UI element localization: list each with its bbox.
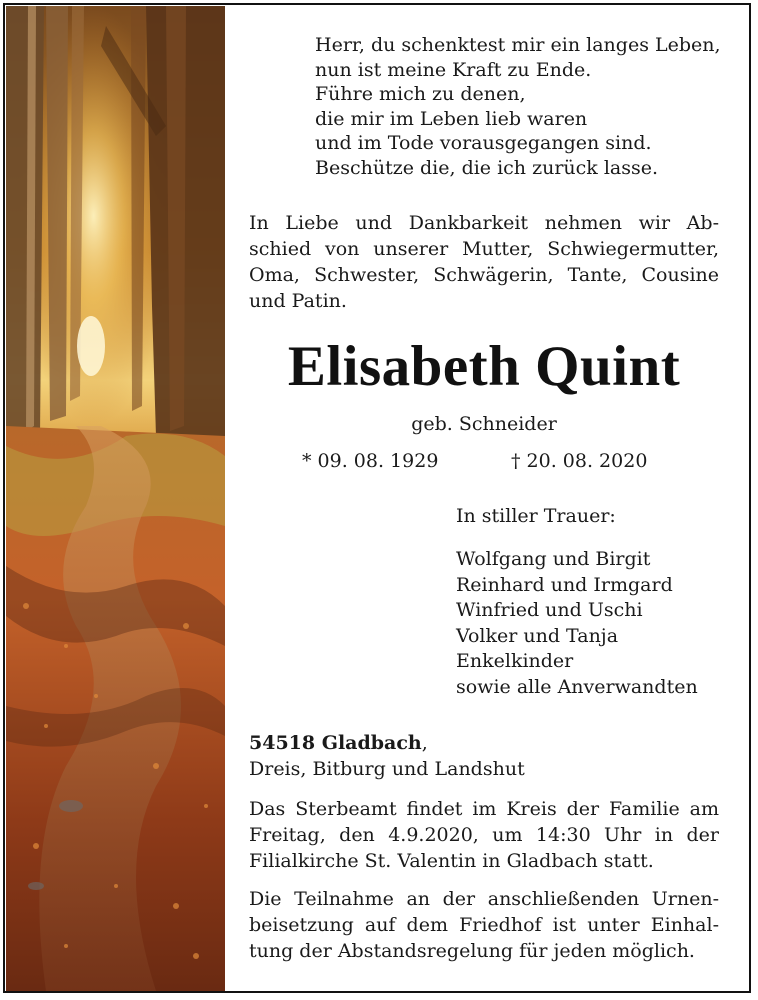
funeral-line: Filialkirche St. Valentin in Gladbach statt. bbox=[249, 850, 654, 872]
burial-line: Die Teilnahme an der anschließenden Urnen- bbox=[249, 888, 719, 910]
birth-date: * 09. 08. 1929 bbox=[302, 450, 439, 472]
poem-line: Beschütze die, die ich zurück lasse. bbox=[315, 156, 659, 179]
place-block bbox=[249, 730, 525, 782]
burial-paragraph bbox=[249, 886, 719, 964]
burial-line: tung der Abstandsregelung für jeden möglich. bbox=[249, 940, 695, 962]
family-member: Reinhard und Irmgard bbox=[456, 573, 673, 596]
poem-line: Führe mich zu denen, bbox=[315, 83, 526, 106]
intro-line: In Liebe und Dankbarkeit nehmen wir Ab- bbox=[249, 212, 719, 234]
poem-line: nun ist meine Kraft zu Ende. bbox=[315, 58, 592, 81]
family-member: Winfried und Uschi bbox=[456, 599, 643, 622]
poem-line: die mir im Leben lieb waren bbox=[315, 107, 588, 130]
funeral-paragraph bbox=[249, 796, 719, 874]
intro-line: schied von unserer Mutter, Schwiegermutter, bbox=[249, 238, 719, 260]
funeral-line: Das Sterbeamt findet im Kreis der Familie am bbox=[249, 798, 719, 820]
family-member: sowie alle Anverwandten bbox=[456, 675, 698, 698]
poem-line: und im Tode vorausgegangen sind. bbox=[315, 132, 652, 155]
poem bbox=[315, 33, 721, 181]
intro-line: und Patin. bbox=[249, 290, 347, 312]
funeral-line: Freitag, den 4.9.2020, um 14:30 Uhr in der bbox=[249, 824, 719, 846]
autumn-forest-path-photo bbox=[6, 6, 225, 991]
intro-paragraph bbox=[249, 210, 719, 314]
place-main: 54518 Gladbach bbox=[249, 732, 422, 754]
deceased-name: Elisabeth Quint bbox=[287, 335, 681, 398]
place-main-suffix: , bbox=[421, 732, 428, 754]
burial-line: beisetzung auf dem Friedhof ist unter Einhal- bbox=[249, 914, 719, 936]
place-others: Dreis, Bitburg und Landshut bbox=[249, 758, 525, 780]
poem-line: Herr, du schenktest mir ein langes Leben, bbox=[315, 34, 721, 56]
mourning-label: In stiller Trauer: bbox=[456, 505, 616, 527]
family-member: Wolfgang und Birgit bbox=[456, 548, 651, 570]
intro-line: Oma, Schwester, Schwägerin, Tante, Cousine bbox=[249, 264, 719, 286]
family-member: Enkelkinder bbox=[456, 650, 574, 673]
maiden-name: geb. Schneider bbox=[411, 413, 557, 435]
death-date: † 20. 08. 2020 bbox=[511, 450, 648, 472]
family-list bbox=[456, 547, 698, 701]
family-member: Volker und Tanja bbox=[456, 624, 619, 647]
